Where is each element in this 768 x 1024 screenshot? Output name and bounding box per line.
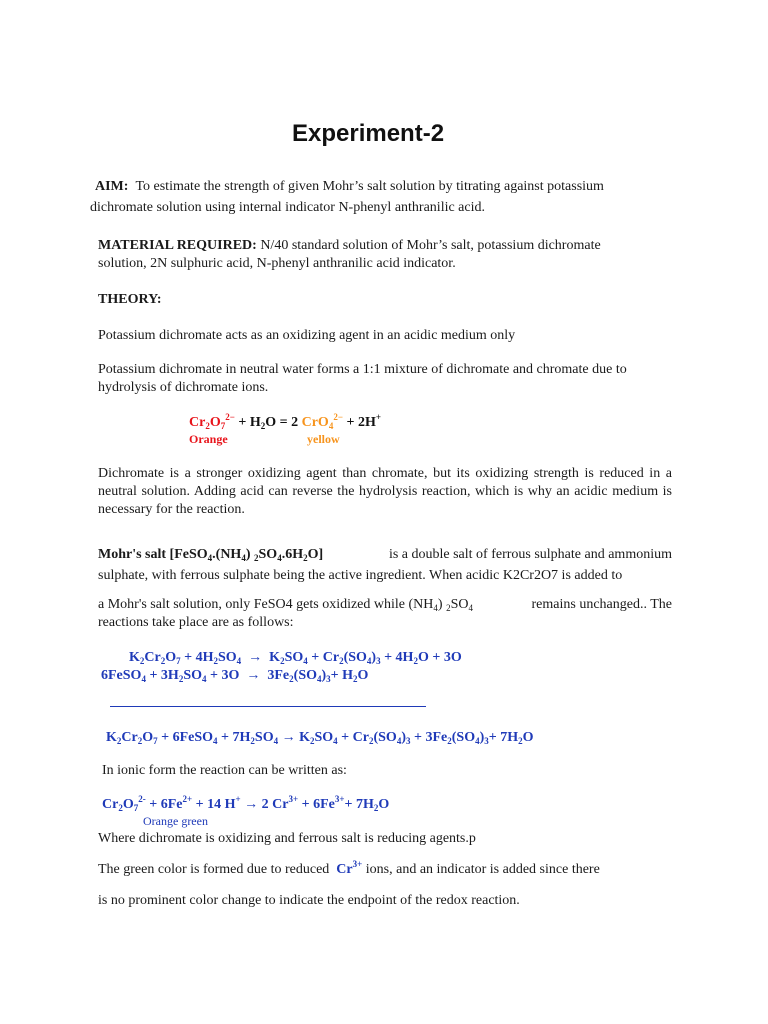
mohr-formula: Mohr's salt [$FeSO_4.(NH_4)$ $_2SO_4.6H_2O$] <box>98 547 324 563</box>
material-line-2: solution, 2N sulphuric acid, N-phenyl anthranilic acid indicator. <box>98 256 456 271</box>
mohr-line-1-text: is a double salt of ferrous sulphate and ammonium <box>388 547 672 562</box>
mohr-line-3-a: a Mohr's salt solution, only FeSO4 gets oxidized while (NH <box>98 597 434 612</box>
endpoint-text: is no prominent color change to indicate the endpoint of the redox reaction. <box>98 893 520 908</box>
aim-line-1 <box>95 178 604 196</box>
ionic-equation: $Cr_2O_7^{2-} + 6Fe^{2+} + 14$ H+ → 2 $Cr^{3+} + 6Fe^{3+}+ 7H_2O$ <box>102 794 390 813</box>
aim-line-2: dichromate solution using internal indicator N-phenyl anthranilic acid. <box>90 200 486 215</box>
orange-color-label: Orange <box>189 432 228 446</box>
mohr-line-3-b: remains unchanged.. The <box>531 597 672 612</box>
aim-text: To estimate the strength of given Mohr’s salt solution by titrating against potassium <box>135 179 604 194</box>
page-title: Experiment-2 <box>292 120 445 147</box>
reaction-equation-2: 6FeSO$_4$ + $3H_2SO_4 + 3O \to 3Fe_2(SO_4)_3+ H_2O$ <box>101 668 369 684</box>
cr3-ion: $Cr^{3+}$ <box>336 859 363 877</box>
material-label: MATERIAL REQUIRED: <box>98 238 257 253</box>
mohr-line-2: sulphate, with ferrous sulphate being the active ingredient. When acidic K2Cr2O7 is added to <box>98 568 623 583</box>
mohr-line-3: a Mohr's salt solution, only FeSO4 gets oxidized while $(NH_4)$ $_2SO_4$ remains unchanged.. The <box>98 597 672 613</box>
green-color-line <box>98 861 600 879</box>
material-line-1 <box>98 237 601 255</box>
aim-label: AIM: <box>95 179 129 194</box>
where-text: Where dichromate is oxidizing and ferrous salt is reducing agents.p <box>98 831 476 846</box>
theory-paragraph-2-line-2: hydrolysis of dichromate ions. <box>98 380 269 395</box>
yellow-color-label: yellow <box>307 432 340 446</box>
hydrolysis-equation: $Cr_2O_7^{2-} + H_2O = 2$ CrO$_4^{2-}$ + 2H+ <box>189 412 381 431</box>
theory-paragraph-3: Dichromate is a stronger oxidizing agent than chromate, but its oxidizing strength is reduced in a neutral solution. Adding acid can reverse the hydrolysis reaction, which is why an acidic medium is necessary for the reaction. <box>98 466 672 517</box>
mohr-line-1 <box>98 546 672 564</box>
mohr-line-4: reactions take place are as follows: <box>98 615 294 630</box>
theory-heading: THEORY: <box>98 292 162 307</box>
equation-sum-rule <box>110 706 426 707</box>
theory-paragraph-1: Potassium dichromate acts as an oxidizing agent in an acidic medium only <box>98 328 516 343</box>
reaction-equation-1: $K_2Cr_2O_7 + 4H_2SO_4 \to K_2SO_4 + Cr_2(SO_4)_3 + 4H_2O + 3O$ <box>129 650 462 666</box>
material-text: N/40 standard solution of Mohr’s salt, potassium dichromate <box>260 238 601 253</box>
green-color-text-b: ions, and an indicator is added since there <box>365 862 600 877</box>
ionic-intro: In ionic form the reaction can be written as: <box>102 763 347 778</box>
overall-reaction-equation: $K_2Cr_2O_7$ + 6FeSO$_4$ + $7H_2SO_4 \to K_2SO_4 + Cr_2(SO_4)_3 + 3Fe_2(SO_4)_3+ 7H_2O$ <box>106 730 534 746</box>
green-color-text-a: The green color is formed due to reduced <box>98 862 330 877</box>
theory-paragraph-2-line-1: Potassium dichromate in neutral water forms a 1:1 mixture of dichromate and chromate due to <box>98 362 627 377</box>
ionic-color-label: Orange green <box>143 814 208 828</box>
